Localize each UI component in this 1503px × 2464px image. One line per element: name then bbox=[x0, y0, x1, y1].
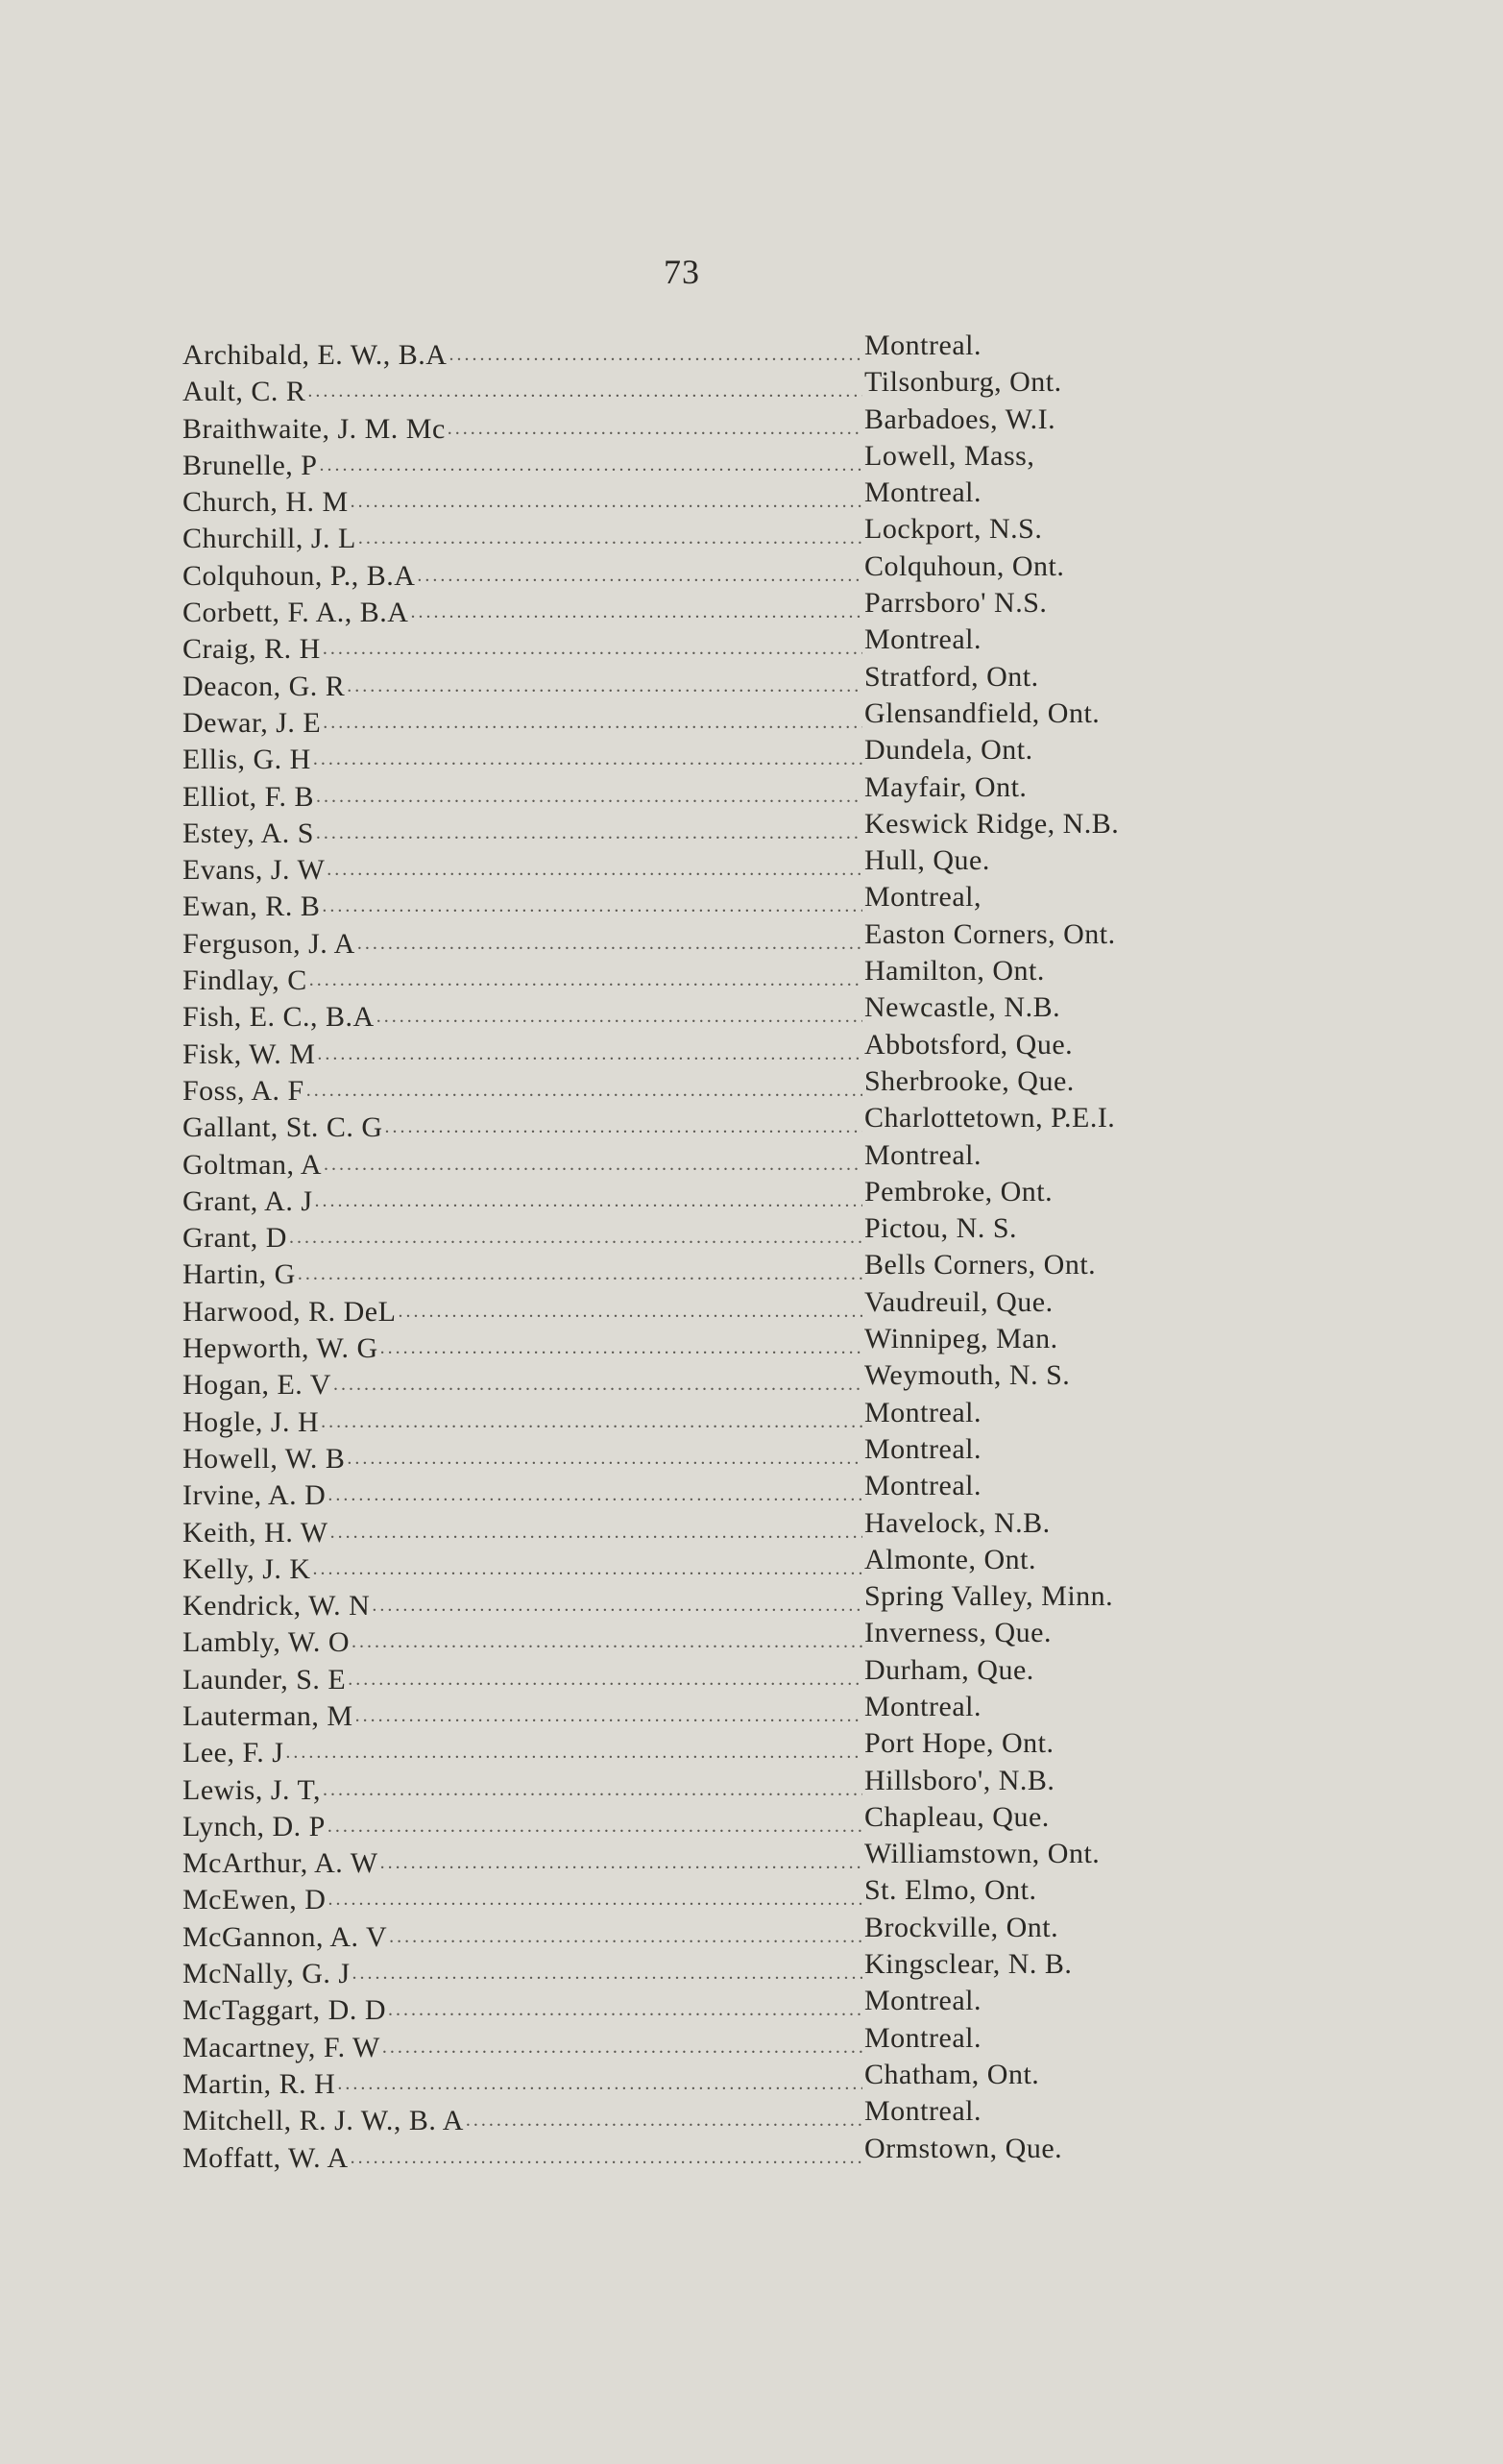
dot-leader bbox=[330, 1522, 862, 1544]
dot-leader bbox=[347, 675, 862, 697]
list-item bbox=[182, 1727, 1200, 1769]
entry-place: Inverness, Que. bbox=[864, 1617, 1052, 1649]
list-item bbox=[182, 1470, 1200, 1512]
entry-place: Newcastle, N.B. bbox=[864, 991, 1061, 1024]
list-item bbox=[182, 734, 1200, 776]
entry-name: Deacon, G. R bbox=[182, 670, 346, 702]
dot-leader bbox=[313, 748, 862, 770]
entry-place: Parrsboro' N.S. bbox=[864, 587, 1048, 620]
entry-name: Moffatt, W. A bbox=[182, 2141, 349, 2174]
list-item bbox=[182, 955, 1200, 997]
entry-name: Archibald, E. W., B.A bbox=[182, 339, 448, 371]
list-item bbox=[182, 439, 1200, 481]
dot-leader bbox=[358, 527, 862, 549]
dot-leader bbox=[321, 1411, 862, 1433]
list-item bbox=[182, 1028, 1200, 1070]
entry-place: Williamstown, Ont. bbox=[864, 1838, 1101, 1870]
dot-leader bbox=[357, 933, 862, 955]
entry-place: Ormstown, Que. bbox=[864, 2132, 1063, 2164]
list-item bbox=[182, 2021, 1200, 2063]
list-item bbox=[182, 991, 1200, 1034]
dot-leader bbox=[389, 1926, 862, 1948]
entry-place: Montreal. bbox=[864, 1470, 982, 1502]
entry-name: Lynch, D. P bbox=[182, 1810, 326, 1842]
list-item bbox=[182, 1396, 1200, 1438]
entry-name: Kendrick, W. N bbox=[182, 1590, 371, 1622]
entry-name: Ault, C. R bbox=[182, 376, 306, 408]
dot-leader bbox=[323, 1779, 862, 1801]
entry-place: Spring Valley, Minn. bbox=[864, 1580, 1114, 1613]
entry-name: Braithwaite, J. M. Mc bbox=[182, 412, 446, 445]
list-item bbox=[182, 1102, 1200, 1144]
dot-leader bbox=[410, 601, 862, 623]
entry-name: Ewan, R. B bbox=[182, 890, 321, 923]
list-item bbox=[182, 1800, 1200, 1842]
entry-place: Dundela, Ont. bbox=[864, 734, 1033, 767]
entry-name: Launder, S. E bbox=[182, 1663, 347, 1696]
entry-name: Foss, A. F bbox=[182, 1074, 304, 1107]
entry-name: Ferguson, J. A bbox=[182, 927, 355, 960]
list-item bbox=[182, 1432, 1200, 1475]
entry-place: Chapleau, Que. bbox=[864, 1800, 1050, 1833]
list-item bbox=[182, 696, 1200, 739]
list-item bbox=[182, 1212, 1200, 1255]
dot-leader bbox=[448, 344, 862, 366]
entry-name: Irvine, A. D bbox=[182, 1479, 327, 1512]
list-item bbox=[182, 1874, 1200, 1916]
entry-name: McEwen, D bbox=[182, 1884, 327, 1916]
dot-leader bbox=[307, 380, 862, 403]
dot-leader bbox=[327, 1816, 862, 1838]
dot-leader bbox=[352, 1963, 862, 1985]
dot-leader bbox=[382, 2037, 862, 2059]
entry-place: Montreal, bbox=[864, 881, 982, 914]
entry-name: Howell, W. B bbox=[182, 1442, 346, 1475]
entry-name: Evans, J. W bbox=[182, 854, 326, 887]
entry-place: St. Elmo, Ont. bbox=[864, 1874, 1037, 1907]
entry-name: Hogle, J. H bbox=[182, 1405, 320, 1438]
entry-name: McTaggart, D. D bbox=[182, 1994, 387, 2027]
entry-place: Brockville, Ont. bbox=[864, 1911, 1059, 1943]
entry-place: Glensandfield, Ont. bbox=[864, 696, 1101, 729]
entry-place: Winnipeg, Man. bbox=[864, 1323, 1058, 1355]
entry-name: Estey, A. S bbox=[182, 817, 314, 849]
list-item bbox=[182, 2058, 1200, 2100]
entry-place: Mayfair, Ont. bbox=[864, 770, 1028, 803]
page-number: 73 bbox=[664, 253, 700, 291]
entry-name: Keith, H. W bbox=[182, 1516, 328, 1549]
entry-name: Martin, R. H bbox=[182, 2067, 336, 2100]
list-item bbox=[182, 660, 1200, 702]
entry-place: Montreal. bbox=[864, 1396, 982, 1428]
dot-leader bbox=[327, 859, 862, 881]
entry-place: Pembroke, Ont. bbox=[864, 1175, 1054, 1208]
dot-leader bbox=[388, 1999, 862, 2021]
dot-leader bbox=[351, 2147, 862, 2169]
entry-place: Hamilton, Ont. bbox=[864, 955, 1045, 988]
list-item bbox=[182, 881, 1200, 923]
entry-place: Sherbrooke, Que. bbox=[864, 1064, 1075, 1097]
list-item bbox=[182, 1838, 1200, 1880]
list-item bbox=[182, 1617, 1200, 1659]
entry-name: Hartin, G bbox=[182, 1258, 296, 1291]
entry-place: Bells Corners, Ont. bbox=[864, 1249, 1097, 1281]
entry-name: Harwood, R. DeL bbox=[182, 1295, 397, 1328]
entry-name: Brunelle, P bbox=[182, 449, 318, 481]
entry-name: Lee, F. J bbox=[182, 1737, 284, 1769]
dot-leader bbox=[376, 1006, 862, 1028]
dot-leader bbox=[322, 895, 862, 917]
entry-place: Keswick Ridge, N.B. bbox=[864, 807, 1120, 840]
entry-place: Montreal. bbox=[864, 476, 982, 509]
dot-leader bbox=[398, 1301, 862, 1323]
entry-place: Pictou, N. S. bbox=[864, 1212, 1018, 1245]
dot-leader bbox=[323, 712, 862, 734]
dot-leader bbox=[315, 1190, 863, 1212]
list-item bbox=[182, 1764, 1200, 1806]
entry-place: Weymouth, N. S. bbox=[864, 1359, 1071, 1392]
dot-leader bbox=[317, 1043, 862, 1065]
entry-place: Almonte, Ont. bbox=[864, 1543, 1036, 1575]
entry-place: Vaudreuil, Que. bbox=[864, 1285, 1054, 1318]
list-item bbox=[182, 366, 1200, 408]
entry-place: Montreal. bbox=[864, 1432, 982, 1465]
entry-place: Stratford, Ont. bbox=[864, 660, 1039, 693]
entry-place: Montreal. bbox=[864, 1138, 982, 1171]
entry-name: Lewis, J. T, bbox=[182, 1773, 322, 1806]
entry-place: Hillsboro', N.B. bbox=[864, 1764, 1055, 1796]
list-item bbox=[182, 1543, 1200, 1585]
entry-place: Lowell, Mass, bbox=[864, 439, 1035, 472]
dot-leader bbox=[327, 1484, 862, 1506]
entry-place: Havelock, N.B. bbox=[864, 1506, 1051, 1539]
dot-leader bbox=[372, 1595, 862, 1617]
entry-name: Fisk, W. M bbox=[182, 1037, 316, 1070]
entry-place: Lockport, N.S. bbox=[864, 513, 1043, 546]
entry-place: Montreal. bbox=[864, 1985, 982, 2017]
dot-leader bbox=[316, 786, 862, 808]
entry-name: Ellis, G. H bbox=[182, 744, 311, 776]
entry-place: Abbotsford, Que. bbox=[864, 1028, 1074, 1061]
dot-leader bbox=[333, 1374, 862, 1396]
entry-name: Lauterman, M bbox=[182, 1699, 353, 1732]
dot-leader bbox=[298, 1263, 862, 1285]
entry-name: Craig, R. H bbox=[182, 633, 321, 666]
entry-place: Montreal. bbox=[864, 623, 982, 656]
entry-place: Montreal. bbox=[864, 1690, 982, 1722]
dot-leader bbox=[285, 1742, 862, 1764]
entry-place: Tilsonburg, Ont. bbox=[864, 366, 1062, 399]
entry-name: Grant, A. J bbox=[182, 1184, 313, 1217]
list-item bbox=[182, 917, 1200, 960]
entry-name: Gallant, St. C. G bbox=[182, 1111, 383, 1144]
dot-leader bbox=[466, 2110, 862, 2132]
list-item bbox=[182, 807, 1200, 849]
dot-leader bbox=[355, 1705, 862, 1727]
dot-leader bbox=[309, 969, 862, 991]
dot-leader bbox=[324, 1154, 862, 1176]
entry-name: Hogan, E. V bbox=[182, 1369, 331, 1402]
dot-leader bbox=[313, 1558, 862, 1580]
list-item bbox=[182, 1285, 1200, 1328]
list-item bbox=[182, 476, 1200, 519]
entry-place: Barbadoes, W.I. bbox=[864, 403, 1056, 435]
list-item bbox=[182, 1359, 1200, 1402]
dot-leader bbox=[323, 638, 862, 660]
list-item bbox=[182, 2095, 1200, 2137]
entry-place: Montreal. bbox=[864, 2021, 982, 2054]
dot-leader bbox=[306, 1080, 862, 1102]
dot-leader bbox=[351, 491, 862, 513]
list-item bbox=[182, 1138, 1200, 1181]
dot-leader bbox=[385, 1116, 863, 1138]
dot-leader bbox=[320, 454, 863, 476]
list-item bbox=[182, 623, 1200, 666]
list-item bbox=[182, 587, 1200, 629]
entry-name: Grant, D bbox=[182, 1222, 287, 1255]
list-item bbox=[182, 549, 1200, 592]
dot-leader bbox=[337, 2073, 862, 2095]
entry-place: Durham, Que. bbox=[864, 1653, 1034, 1686]
name-place-list bbox=[182, 329, 1200, 2174]
entry-name: McGannon, A. V bbox=[182, 1920, 388, 1953]
entry-place: Port Hope, Ont. bbox=[864, 1727, 1055, 1760]
list-item bbox=[182, 403, 1200, 445]
entry-place: Montreal. bbox=[864, 2095, 982, 2128]
list-item bbox=[182, 1580, 1200, 1622]
entry-place: Chatham, Ont. bbox=[864, 2058, 1040, 2090]
entry-name: Corbett, F. A., B.A bbox=[182, 597, 409, 629]
entry-name: Hepworth, W. G bbox=[182, 1332, 378, 1365]
list-item bbox=[182, 1653, 1200, 1696]
list-item bbox=[182, 770, 1200, 813]
entry-name: Colquhoun, P., B.A bbox=[182, 559, 416, 592]
entry-name: Church, H. M bbox=[182, 486, 349, 519]
dot-leader bbox=[316, 822, 862, 844]
list-item bbox=[182, 844, 1200, 887]
entry-place: Hull, Que. bbox=[864, 844, 990, 877]
list-item bbox=[182, 1175, 1200, 1217]
list-item bbox=[182, 1911, 1200, 1953]
entry-name: Kelly, J. K bbox=[182, 1552, 311, 1585]
entry-name: Dewar, J. E bbox=[182, 706, 322, 739]
entry-place: Charlottetown, P.E.I. bbox=[864, 1102, 1116, 1134]
entry-name: McArthur, A. W bbox=[182, 1847, 378, 1880]
entry-name: Findlay, C bbox=[182, 964, 307, 997]
entry-place: Colquhoun, Ont. bbox=[864, 549, 1065, 582]
entry-name: Goltman, A bbox=[182, 1148, 322, 1181]
entry-name: Macartney, F. W bbox=[182, 2031, 380, 2063]
list-item bbox=[182, 1506, 1200, 1549]
dot-leader bbox=[352, 1631, 862, 1653]
dot-leader bbox=[347, 1448, 862, 1470]
dot-leader bbox=[380, 1852, 862, 1874]
list-item bbox=[182, 1249, 1200, 1291]
dot-leader bbox=[380, 1337, 862, 1359]
dot-leader bbox=[327, 1889, 862, 1911]
list-item bbox=[182, 2132, 1200, 2174]
entry-name: McNally, G. J bbox=[182, 1958, 351, 1990]
entry-place: Montreal. bbox=[864, 329, 982, 361]
dot-leader bbox=[348, 1669, 862, 1691]
entry-name: Churchill, J. L bbox=[182, 523, 356, 555]
entry-name: Fish, E. C., B.A bbox=[182, 1001, 375, 1034]
dot-leader bbox=[417, 565, 862, 587]
entry-name: Mitchell, R. J. W., B. A bbox=[182, 2105, 464, 2137]
list-item bbox=[182, 329, 1200, 371]
entry-name: Elliot, F. B bbox=[182, 780, 314, 813]
dot-leader bbox=[289, 1227, 862, 1249]
entry-name: Lambly, W. O bbox=[182, 1626, 351, 1659]
list-item bbox=[182, 1948, 1200, 1990]
list-item bbox=[182, 1064, 1200, 1107]
list-item bbox=[182, 513, 1200, 555]
list-item bbox=[182, 1323, 1200, 1365]
list-item bbox=[182, 1985, 1200, 2027]
list-item bbox=[182, 1690, 1200, 1732]
entry-place: Easton Corners, Ont. bbox=[864, 917, 1116, 950]
dot-leader bbox=[448, 418, 862, 440]
entry-place: Kingsclear, N. B. bbox=[864, 1948, 1073, 1981]
